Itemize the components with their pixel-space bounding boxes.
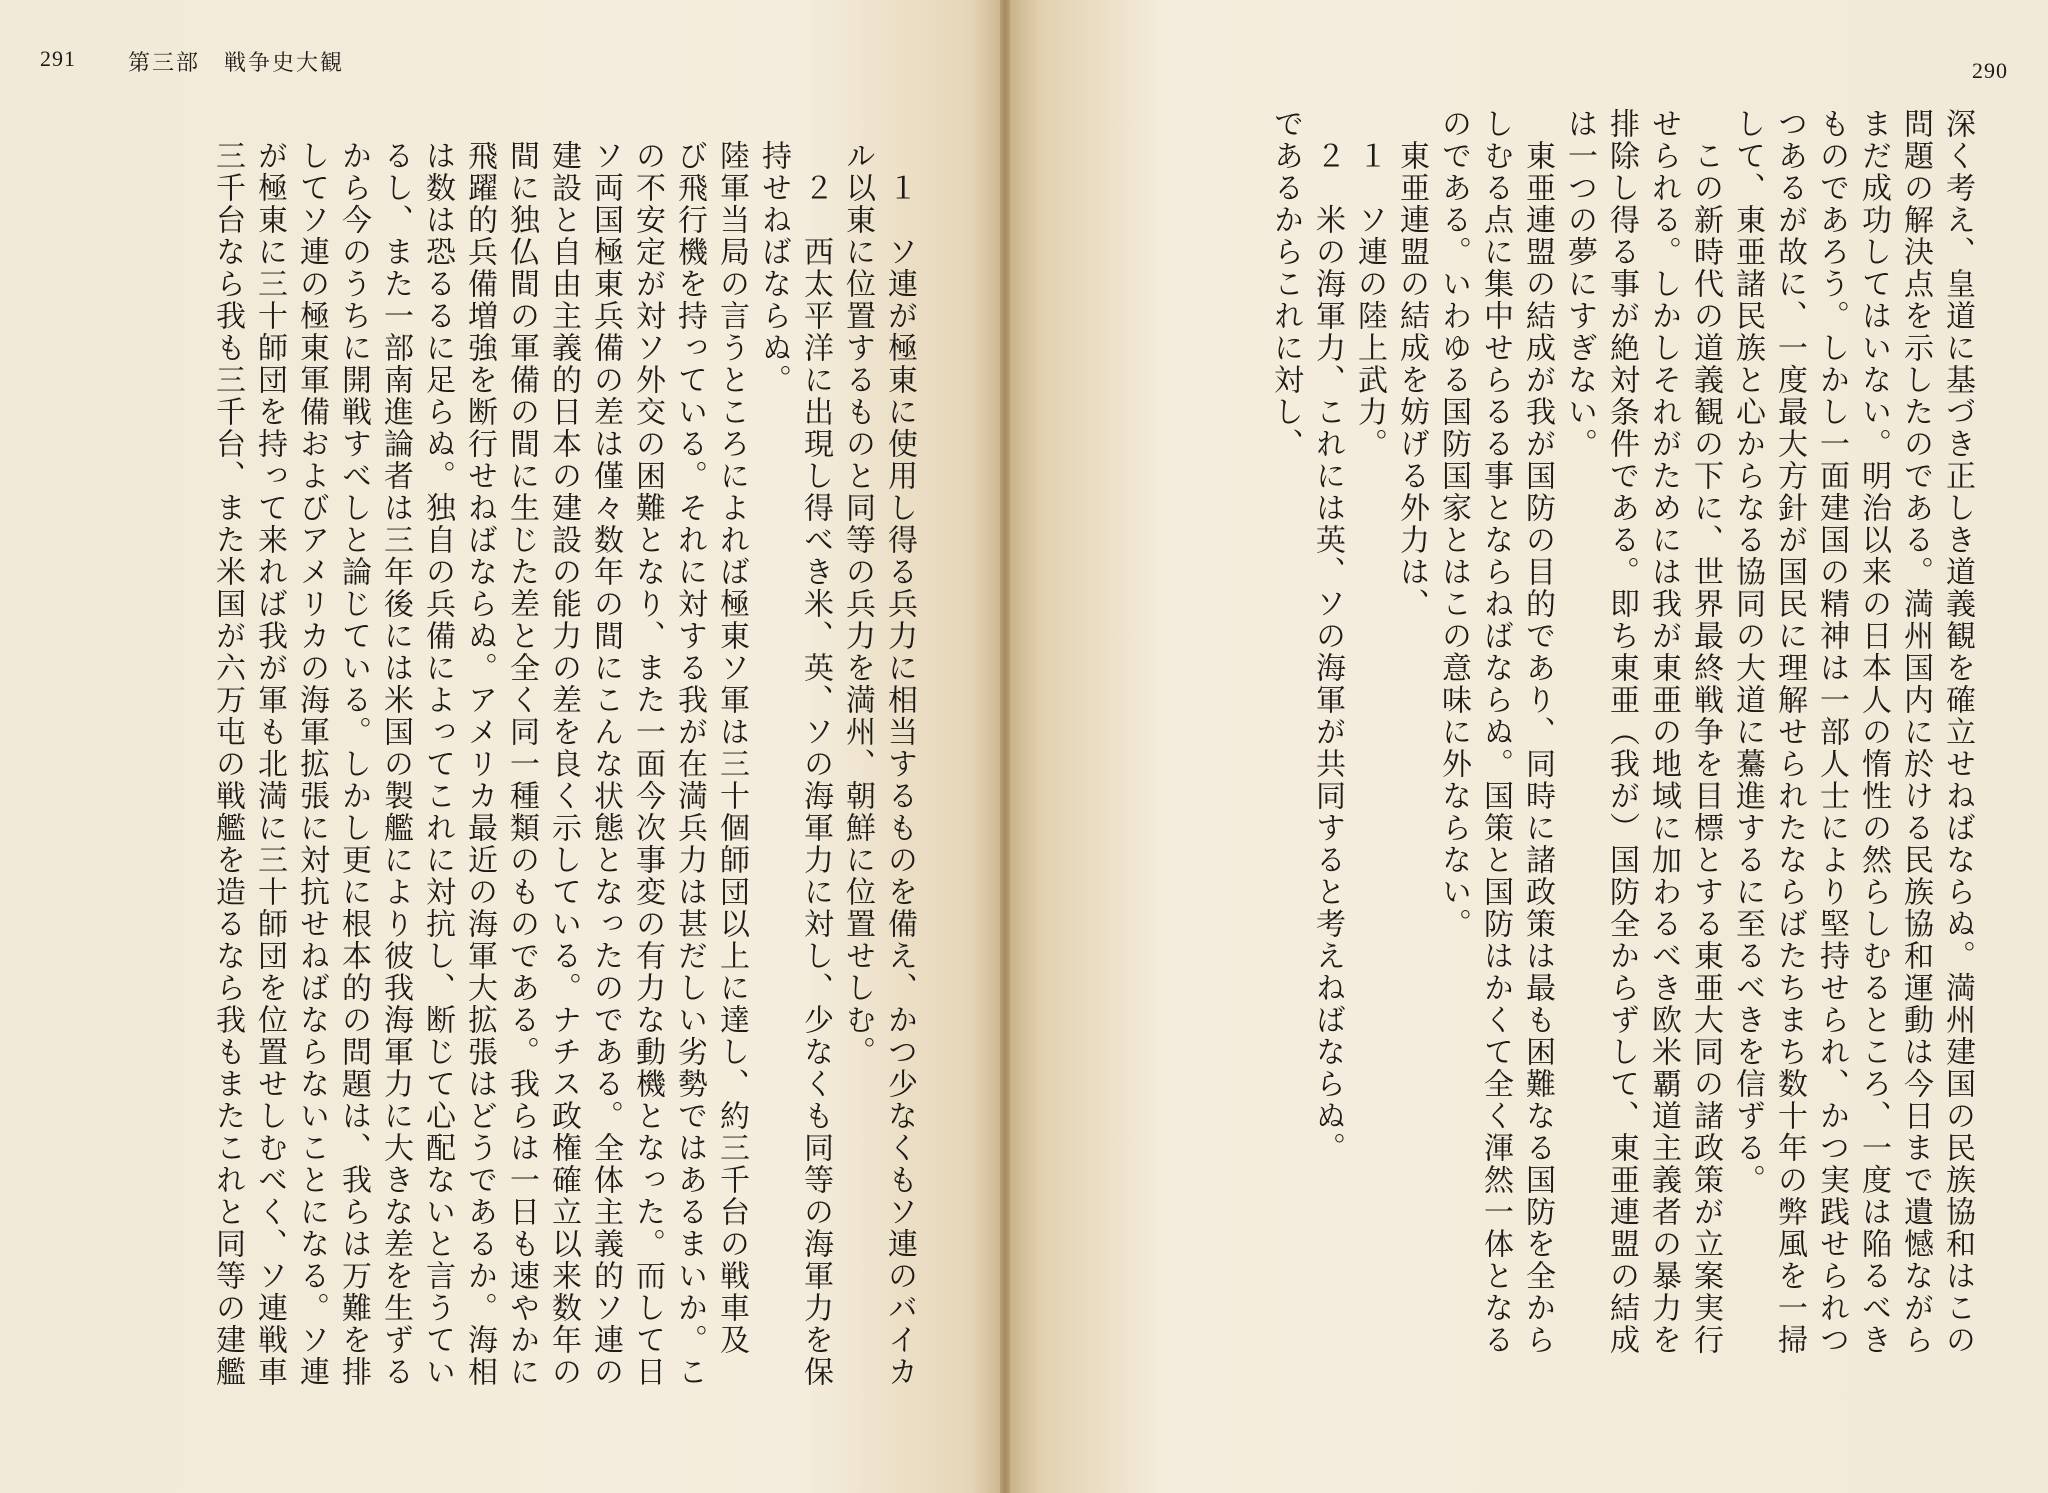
right-page-body <box>1264 108 1978 1458</box>
text-line: が極東に三十師団を持って来れば我が軍も北満に三十師団を位置せしむべく、ソ連戦車 <box>252 140 287 1388</box>
text-line: のである。いわゆる国防国家とはこの意味に外ならない。 <box>1436 108 1471 940</box>
right-page <box>1010 0 2048 1493</box>
text-line: の不安定が対ソ外交の困難となり、また一面今次事変の有力な動機となった。而して日 <box>630 140 665 1388</box>
left-page <box>0 0 1000 1493</box>
text-line: 深く考え、皇道に基づき正しき道義観を確立せねばならぬ。満州建国の民族協和はこの <box>1940 108 1975 1356</box>
right-page-number: 290 <box>1972 58 2008 83</box>
text-line: この新時代の道義観の下に、世界最終戦争を目標とする東亜大同の諸政策が立案実行 <box>1688 108 1723 1356</box>
text-line: せられる。しかしそれがためには我が東亜の地域に加わるべき欧米覇道主義者の暴力を <box>1646 108 1681 1356</box>
book-gutter <box>1000 0 1010 1493</box>
left-page-number: 291 <box>40 46 76 71</box>
text-line: 建設と自由主義的日本の建設の能力の差を良く示している。ナチス政権確立以来数年の <box>546 140 581 1388</box>
text-line: ソ両国極東兵備の差は僅々数年の間にこんな状態となったのである。全体主義的ソ連の <box>588 140 623 1388</box>
text-line: は一つの夢にすぎない。 <box>1562 108 1597 460</box>
text-line: は数は恐るるに足らぬ。独自の兵備によってこれに対抗し、断じて心配ないと言うてい <box>420 140 455 1388</box>
text-line: 東亜連盟の結成が我が国防の目的であり、同時に諸政策は最も困難なる国防を全から <box>1520 108 1555 1356</box>
text-line: ２ 西太平洋に出現し得べき米、英、ソの海軍力に対し、少なくも同等の海軍力を保 <box>798 140 833 1388</box>
text-line: であるからこれに対し、 <box>1268 108 1303 460</box>
text-line: ２ 米の海軍力、これには英、ソの海軍が共同すると考えねばならぬ。 <box>1310 108 1345 1164</box>
text-line: 問題の解決点を示したのである。満州国内に於ける民族協和運動は今日まで遺憾ながら <box>1898 108 1933 1356</box>
text-line: １ ソ連が極東に使用し得る兵力に相当するものを備え、かつ少なくもソ連のバイカ <box>882 140 917 1388</box>
running-head: 第三部 戦争史大観 <box>128 51 345 76</box>
text-line: ル以東に位置するものと同等の兵力を満州、朝鮮に位置せしむ。 <box>840 140 875 1068</box>
text-line: 陸軍当局の言うところによれば極東ソ軍は三十個師団以上に達し、約三千台の戦車及 <box>714 140 749 1356</box>
text-line: つあるが故に、一度最大方針が国民に理解せられたならばたちまち数十年の弊風を一掃 <box>1772 108 1807 1356</box>
text-line: 持せねばならぬ。 <box>756 140 791 396</box>
text-line: しむる点に集中せらるる事とならねばならぬ。国策と国防はかくて全く渾然一体となる <box>1478 108 1513 1356</box>
text-line: 飛躍的兵備増強を断行せねばならぬ。アメリカ最近の海軍大拡張はどうであるか。海相 <box>462 140 497 1388</box>
left-page-body <box>206 140 920 1460</box>
text-line: ものであろう。しかし一面建国の精神は一部人士により堅持せられ、かつ実践せられつ <box>1814 108 1849 1356</box>
text-line: 東亜連盟の結成を妨げる外力は、 <box>1394 108 1429 620</box>
text-line: 間に独仏間の軍備の間に生じた差と全く同一種類のものである。我らは一日も速やかに <box>504 140 539 1388</box>
text-line: して、東亜諸民族と心からなる協同の大道に驀進するに至るべきを信ずる。 <box>1730 108 1765 1196</box>
text-line: るし、また一部南進論者は三年後には米国の製艦により彼我海軍力に大きな差を生ずる <box>378 140 413 1388</box>
text-line: まだ成功してはいない。明治以来の日本人の惰性の然らしむるところ、一度は陥るべき <box>1856 108 1891 1356</box>
text-line: １ ソ連の陸上武力。 <box>1352 108 1387 460</box>
text-line: 三千台なら我も三千台、また米国が六万屯の戦艦を造るなら我もまたこれと同等の建艦 <box>210 140 245 1388</box>
text-line: び飛行機を持っている。それに対する我が在満兵力は甚だしい劣勢ではあるまいか。こ <box>672 140 707 1388</box>
text-line: から今のうちに開戦すべしと論じている。しかし更に根本的の問題は、我らは万難を排 <box>336 140 371 1388</box>
text-line: してソ連の極東軍備およびアメリカの海軍拡張に対抗せねばならないことになる。ソ連 <box>294 140 329 1388</box>
text-line: 排除し得る事が絶対条件である。即ち東亜（我が）国防全からずして、東亜連盟の結成 <box>1604 108 1639 1356</box>
